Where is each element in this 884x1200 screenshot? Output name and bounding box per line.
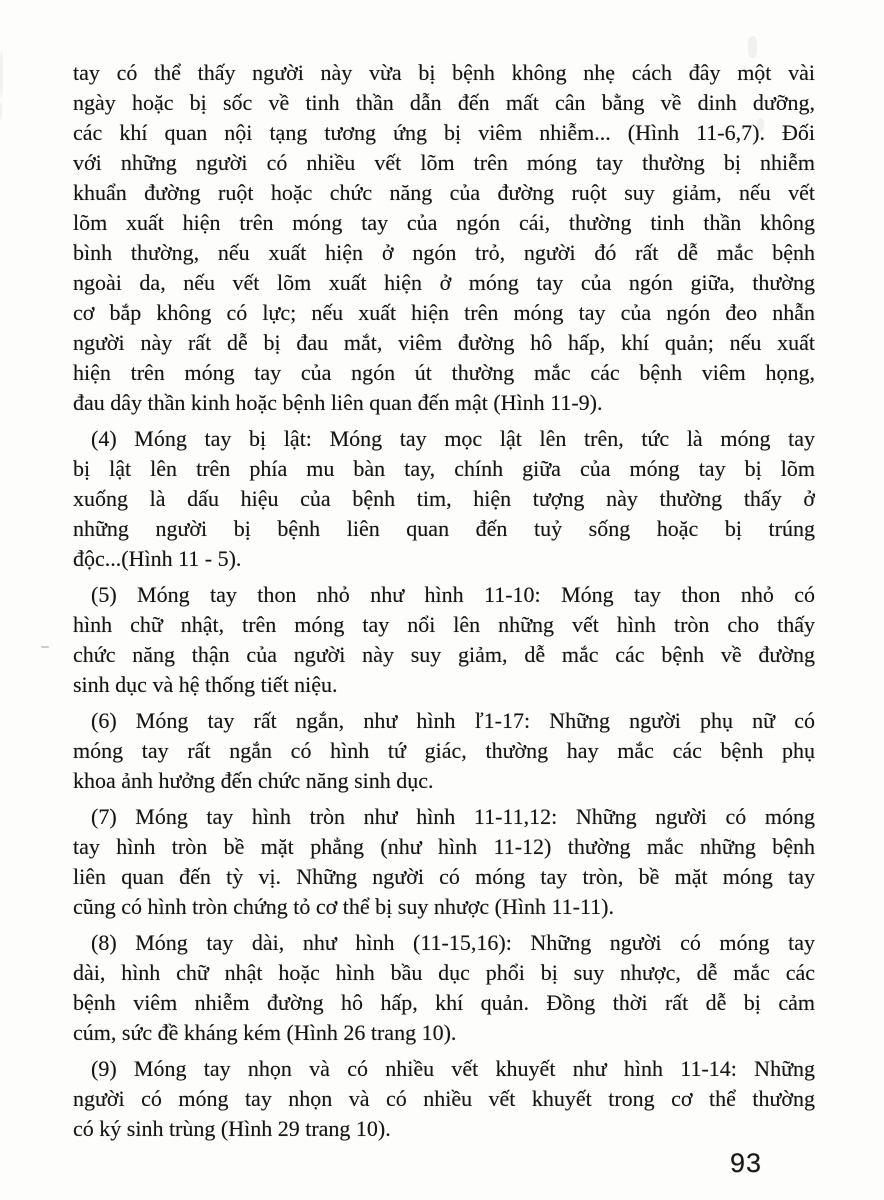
- text-line: chức năng thận của người này suy giảm, dễ mắc các bệnh về đường: [73, 642, 815, 667]
- text-line: tay hình tròn bề mặt phẳng (như hình 11-12) thường mắc những bệnh: [73, 834, 815, 859]
- paragraph: [73, 706, 815, 796]
- text-line: người có móng tay nhọn và có nhiều vết khuyết trong cơ thể thường: [73, 1086, 815, 1111]
- text-line: ngày hoặc bị sốc về tinh thần dẫn đến mất cân bằng về dinh dưỡng,: [73, 90, 815, 115]
- text-line: có ký sinh trùng (Hình 29 trang 10).: [73, 1116, 391, 1141]
- paragraph: [73, 928, 815, 1048]
- scan-smudge: [0, 52, 3, 98]
- scan-smudge: [748, 36, 757, 58]
- text-line: (5) Móng tay thon nhỏ như hình 11-10: Móng tay thon nhỏ có: [91, 582, 815, 607]
- text-line: liên quan đến tỳ vị. Những người có móng tay tròn, bề mặt móng tay: [73, 864, 815, 889]
- text-line: bình thường, nếu xuất hiện ở ngón trỏ, người đó rất dễ mắc bệnh: [73, 240, 815, 265]
- text-line: cũng có hình tròn chứng tỏ cơ thể bị suy nhược (Hình 11-11).: [73, 894, 614, 919]
- page-number: 93: [729, 1148, 762, 1178]
- text-line: (9) Móng tay nhọn và có nhiều vết khuyết như hình 11-14: Những: [91, 1056, 815, 1081]
- text-line: người này rất dễ bị đau mắt, viêm đường hô hấp, khí quản; nếu xuất: [73, 330, 815, 355]
- text-line: hiện trên móng tay của ngón út thường mắc các bệnh viêm họng,: [73, 360, 815, 385]
- text-block: [73, 58, 815, 1144]
- text-line: ngoài da, nếu vết lõm xuất hiện ở móng tay của ngón giữa, thường: [73, 270, 815, 295]
- text-line: cúm, sức đề kháng kém (Hình 26 trang 10).: [73, 1020, 457, 1045]
- scan-smudge: [757, 118, 764, 132]
- text-line: xuống là dấu hiệu của bệnh tim, hiện tượng này thường thấy ở: [73, 486, 815, 511]
- text-line: hình chữ nhật, trên móng tay nổi lên những vết hình tròn cho thấy: [73, 612, 815, 637]
- paragraph: [73, 424, 815, 574]
- text-line: dài, hình chữ nhật hoặc hình bầu dục phổi bị suy nhược, dễ mắc các: [73, 960, 815, 985]
- text-line: độc...(Hình 11 - 5).: [73, 546, 242, 571]
- text-line: (6) Móng tay rất ngắn, như hình ľ1-17: Những người phụ nữ có: [91, 708, 815, 733]
- text-line: đau dây thần kinh hoặc bệnh liên quan đến mật (Hình 11-9).: [73, 390, 603, 415]
- text-line: móng tay rất ngắn có hình tứ giác, thường hay mắc các bệnh phụ: [73, 738, 815, 763]
- text-line: tay có thể thấy người này vừa bị bệnh không nhẹ cách đây một vài: [73, 60, 815, 85]
- paragraph: [73, 58, 815, 418]
- text-line: bệnh viêm nhiễm đường hô hấp, khí quản. Đồng thời rất dễ bị cảm: [73, 990, 815, 1015]
- text-line: (7) Móng tay hình tròn như hình 11-11,12: Những người có móng: [91, 804, 815, 829]
- text-line: (4) Móng tay bị lật: Móng tay mọc lật lên trên, tức là móng tay: [91, 426, 815, 451]
- text-line: lõm xuất hiện trên móng tay của ngón cái, thường tinh thần không: [73, 210, 815, 235]
- text-line: sinh dục và hệ thống tiết niệu.: [73, 672, 338, 697]
- text-line: cơ bắp không có lực; nếu xuất hiện trên móng tay của ngón đeo nhẫn: [73, 300, 815, 325]
- paragraph: [73, 1054, 815, 1144]
- text-line: bị lật lên trên phía mu bàn tay, chính giữa của móng tay bị lõm: [73, 456, 815, 481]
- scan-speckle: [41, 646, 49, 648]
- paragraph: [73, 802, 815, 922]
- text-line: khoa ảnh hưởng đến chức năng sinh dục.: [73, 768, 434, 793]
- text-line: các khí quan nội tạng tương ứng bị viêm nhiễm... (Hình 11-6,7). Đối: [73, 120, 815, 145]
- paragraph: [73, 580, 815, 700]
- text-line: khuẩn đường ruột hoặc chức năng của đường ruột suy giảm, nếu vết: [73, 180, 815, 205]
- text-line: với những người có nhiều vết lõm trên móng tay thường bị nhiễm: [73, 150, 815, 175]
- scan-smudge: [0, 102, 2, 120]
- text-line: những người bị bệnh liên quan đến tuỷ sống hoặc bị trúng: [73, 516, 815, 541]
- text-line: (8) Móng tay dài, như hình (11-15,16): Những người có móng tay: [91, 930, 815, 955]
